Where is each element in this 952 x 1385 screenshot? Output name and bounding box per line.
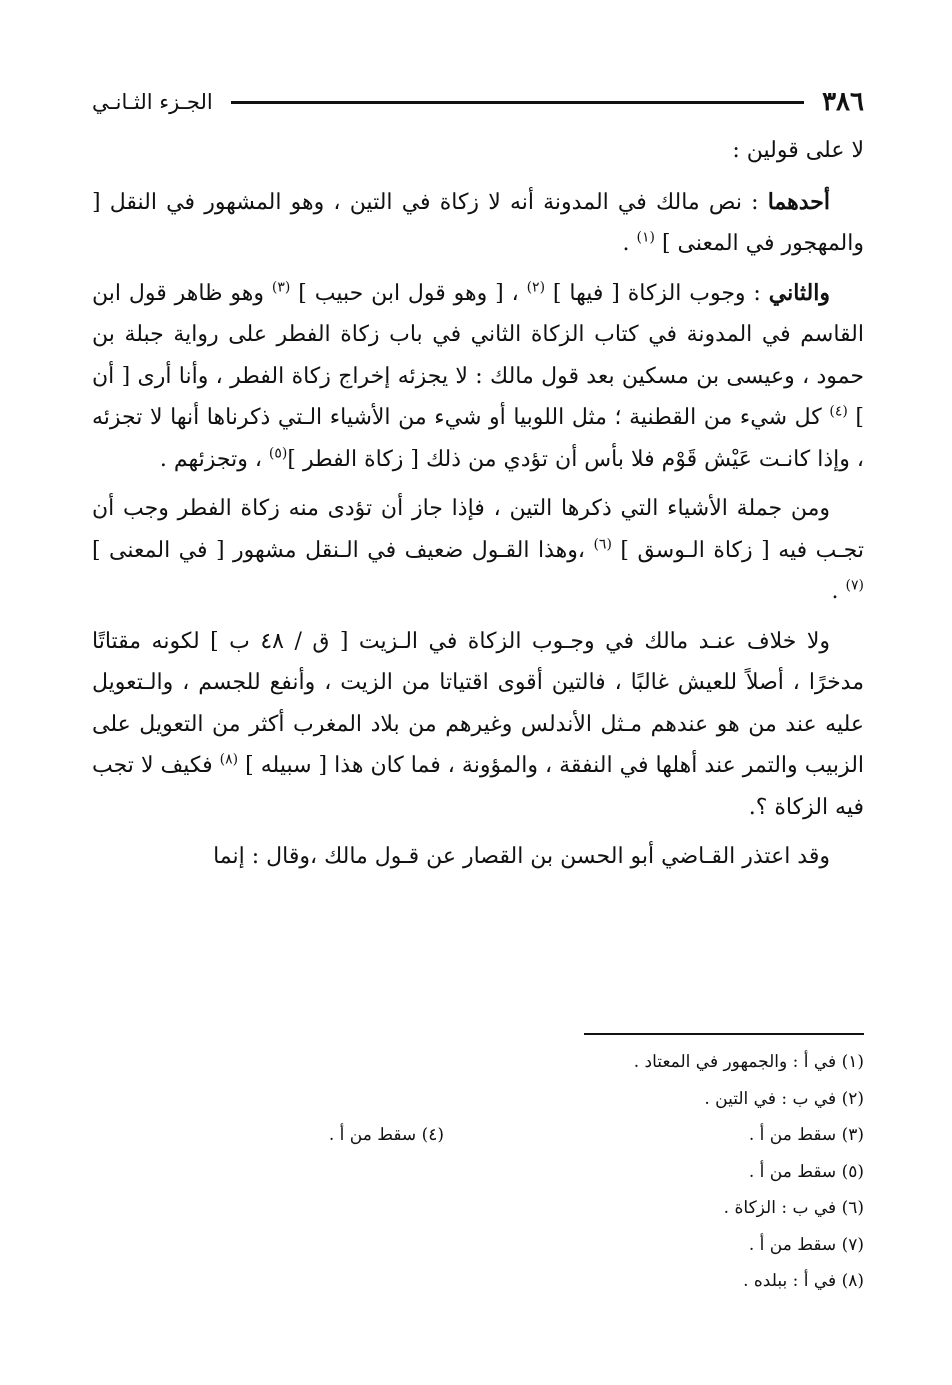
- paragraph-3: [92, 488, 864, 613]
- footnote-3: (٣) سقط من أ .: [748, 1125, 864, 1145]
- term-first: أحدهما: [767, 188, 830, 215]
- running-header: [92, 78, 864, 126]
- main-text: [92, 130, 864, 878]
- paragraph-2-seg2: ، [ وهو قول ابن حبيب ]: [290, 280, 527, 306]
- footnote-ref-2[interactable]: (٢): [526, 279, 546, 296]
- paragraph-1: [92, 182, 864, 265]
- paragraph-3-seg1: ومن جملة الأشياء التي ذكرها التين ، فإذا جاز أن تؤدى منه زكاة الفطر وجب أن تجـب فيه [ زكاة الـوسق ]: [92, 496, 864, 563]
- footnotes: [92, 1044, 864, 1300]
- footnote-6: (٦) في ب : الزكاة .: [723, 1198, 864, 1218]
- book-page: [92, 78, 864, 1358]
- section-title: الجـزء الثـانـي: [92, 90, 213, 114]
- paragraph-4-seg1: ولا خلاف عنـد مالك في وجـوب الزكاة في الـزيت [ ق / ٤٨ ب ] لكونه مقتاتًا مدخرًا ، أصلاً للعيش غالبًا ، فالتين أقوى اقتياتا من الزيت ، وأنفع للجسم ، والـتعويل عليه عند من هو عندهم مـثل الأندلس وغيرهم من بلاد المغرب أكثر من التعويل على الزبيب والتمر عند أهلها في النفقة ، والمؤونة ، فما كان هذا [ سبيله ]: [92, 628, 865, 778]
- footnote-7: (٧) سقط من أ .: [748, 1234, 864, 1255]
- paragraph-2-seg3: وهو ظاهر قول ابن القاسم في المدونة في كتاب الزكاة الثاني في باب زكاة الفطر على رواية جبلة بن حمود ، وعيسى بن مسكين بعد قول مالك : لا يجزئه إخراج زكاة الفطر ، وأنا أرى [ أن ]: [92, 280, 865, 430]
- page-number: ٣٨٦: [822, 87, 864, 117]
- paragraph-2: [92, 273, 864, 481]
- footnote-ref-8[interactable]: (٨): [219, 751, 239, 768]
- footnote-divider: [584, 1033, 864, 1035]
- paragraph-4-seg2: فكيف لا تجب فيه الزكاة ؟.: [92, 753, 864, 820]
- paragraph-5: وقد اعتذر القـاضي أبو الحسن بن القصار عن قـول مالك ،وقال : إنما: [213, 844, 830, 869]
- paragraph-3-seg3: .: [831, 579, 846, 604]
- footnote-1: (١) في أ : والجمهور في المعتاد .: [633, 1052, 864, 1072]
- term-second: والثاني: [768, 279, 830, 306]
- footnote-ref-6[interactable]: (٦): [593, 536, 612, 553]
- footnote-ref-5[interactable]: (٥): [268, 445, 288, 462]
- footnote-4: (٤) سقط من أ .: [328, 1125, 444, 1145]
- paragraph-4: [92, 621, 864, 829]
- footnote-ref-1[interactable]: (١): [636, 229, 655, 246]
- footnote-5: (٥) سقط من أ .: [748, 1161, 864, 1182]
- header-rule: [231, 101, 804, 104]
- paragraph-1-end: .: [622, 231, 637, 256]
- footnote-ref-4[interactable]: (٤): [829, 403, 848, 420]
- footnote-8: (٨) في أ : ببلده .: [743, 1271, 864, 1291]
- paragraph-3-seg2: ،وهذا القـول ضعيف في الـنقل مشهور [ في المعنى ]: [92, 537, 594, 563]
- footnote-ref-7[interactable]: (٧): [845, 577, 864, 594]
- paragraph-2-seg4: كل شيء من القطنية ؛ مثل اللوبيا أو شيء من الأشياء الـتي ذكرناها أنها لا تجزئه ، وإذا كانـت عَيْش قَوْم فلا بأس أن تؤدي من ذلك [ زكاة الفطر ]: [92, 405, 864, 472]
- paragraph-2-seg5: ، وتجزئهم .: [159, 446, 269, 472]
- footnote-2: (٢) في ب : في التين .: [704, 1088, 864, 1109]
- paragraph-2-seg1: : وجوب الزكاة [ فيها ]: [545, 280, 769, 306]
- paragraph-0: لا على قولين :: [732, 138, 864, 163]
- paragraph-1-text: : نص مالك في المدونة أنه لا زكاة في التين ، وهو المشهور في النقل [ والمهجور في المعنى ]: [92, 189, 864, 256]
- footnote-ref-3[interactable]: (٣): [271, 279, 291, 296]
